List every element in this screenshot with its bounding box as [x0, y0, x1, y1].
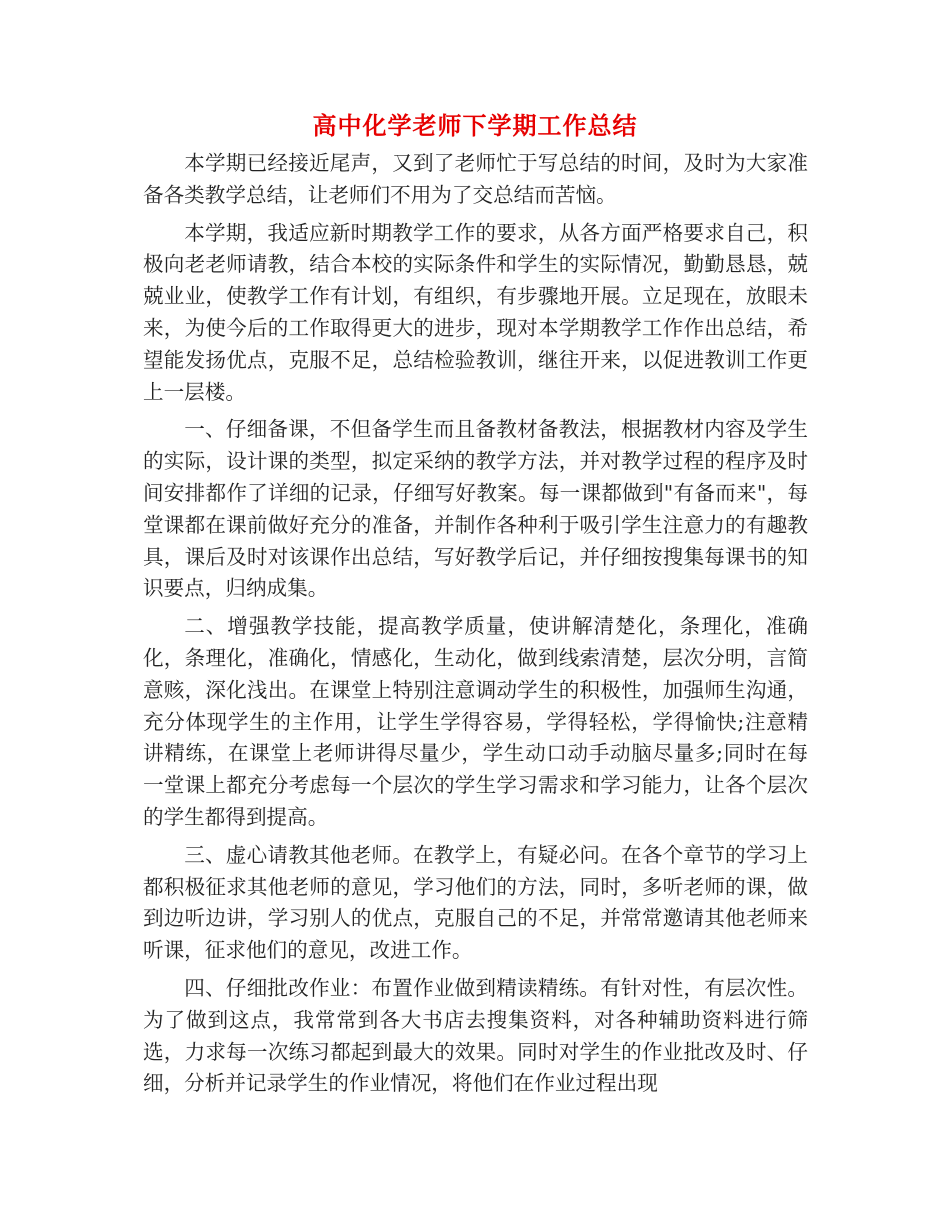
document-title: 高中化学老师下学期工作总结	[312, 111, 638, 140]
paragraph-section-2: 二、增强教学技能，提高教学质量，使讲解清楚化，条理化，准确化，条理化，准确化，情感化，生动化，做到线索清楚，层次分明，言简意赅，深化浅出。在课堂上特别注意调动学生的积极性，加强师生沟通，充分体现学生的主作用，让学生学得容易，学得轻松，学得愉快;注意精讲精练，在课堂上老师讲得尽量少，学生动口动手动脑尽量多;同时在每一堂课上都充分考虑每一个层次的学生学习需求和学习能力，让各个层次的学生都得到提高。	[143, 614, 808, 829]
paragraph-section-1: 一、仔细备课，不但备学生而且备教材备教法，根据教材内容及学生的实际，设计课的类型，拟定采纳的教学方法，并对教学过程的程序及时间安排都作了详细的记录，仔细写好教案。每一课都做到"有备而来"，每堂课都在课前做好充分的准备，并制作各种利于吸引学生注意力的有趣教具，课后及时对该课作出总结，写好教学后记，并仔细按搜集每课书的知识要点，归纳成集。	[143, 417, 808, 601]
paragraph-section-3: 三、虚心请教其他老师。在教学上，有疑必问。在各个章节的学习上都积极征求其他老师的意见，学习他们的方法，同时，多听老师的课，做到边听边讲，学习别人的优点，克服自己的不足，并常常邀请其他老师来听课，征求他们的意见，改进工作。	[143, 842, 808, 963]
paragraph-section-4: 四、仔细批改作业：布置作业做到精读精练。有针对性，有层次性。为了做到这点，我常常到各大书店去搜集资料，对各种辅助资料进行筛选，力求每一次练习都起到最大的效果。同时对学生的作业批改及时、仔细，分析并记录学生的作业情况，将他们在作业过程出现	[143, 975, 808, 1096]
paragraph-intro: 本学期已经接近尾声，又到了老师忙于写总结的时间，及时为大家准备各类教学总结，让老师们不用为了交总结而苦恼。	[143, 151, 808, 207]
document-body	[143, 148, 808, 1106]
paragraph-overview: 本学期，我适应新时期教学工作的要求，从各方面严格要求自己，积极向老老师请教，结合本校的实际条件和学生的实际情况，勤勤恳恳，兢兢业业，使教学工作有计划，有组织，有步骤地开展。立足现在，放眼未来，为使今后的工作取得更大的进步，现对本学期教学工作作出总结，希望能发扬优点，克服不足，总结检验教训，继往开来，以促进教训工作更上一层楼。	[143, 220, 808, 404]
